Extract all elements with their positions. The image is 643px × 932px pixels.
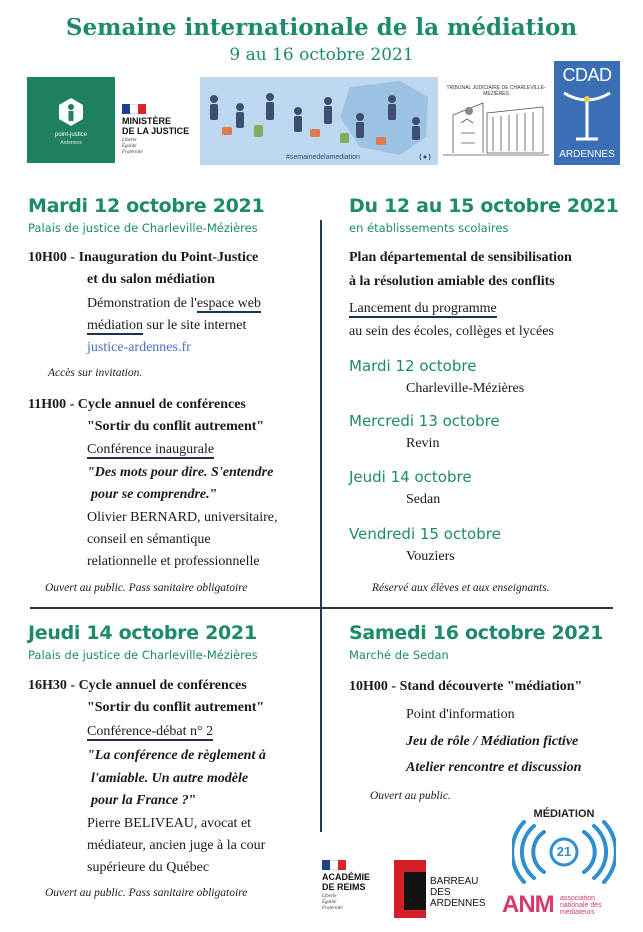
event-desc: médiation sur le site internet — [87, 318, 247, 333]
tribunal-logo — [443, 85, 549, 163]
stop-day: Mardi 12 octobre — [349, 357, 477, 375]
page-dates: 9 au 16 octobre 2021 — [229, 45, 414, 65]
ministere-motto: Liberté Égalité Fraternité — [122, 138, 143, 155]
stop-city: Revin — [406, 436, 440, 451]
event-desc: Démonstration de l'espace web — [87, 296, 261, 311]
day-heading: Jeudi 14 octobre 2021 — [28, 622, 257, 644]
conference-quote: pour se comprendre." — [91, 487, 218, 502]
event-time: 10H00 - — [349, 679, 400, 694]
event-title: Cycle annuel de conférences — [78, 678, 247, 693]
event-time: 11H00 - — [28, 397, 78, 412]
programme-desc: au sein des écoles, collèges et lycées — [349, 324, 554, 339]
cdad-name: CDAD — [562, 65, 612, 85]
event-place: Marché de Sedan — [349, 648, 449, 662]
event-title: Inauguration du Point-Justice — [78, 250, 259, 265]
marianne-flag-icon — [122, 104, 146, 114]
event-line — [28, 675, 247, 697]
stop-city: Vouziers — [406, 549, 455, 564]
programme-title: Plan départemental de sensibilisation — [349, 250, 572, 265]
speaker-line: Olivier BERNARD, universitaire, — [87, 510, 278, 525]
espace-web-link[interactable]: espace web — [196, 296, 261, 311]
cdad-logo — [554, 61, 620, 165]
academie-motto: Liberté Égalité Fraternité — [322, 894, 343, 911]
day-heading: Du 12 au 15 octobre 2021 — [349, 195, 619, 217]
programme-title: à la résolution amiable des conflits — [349, 274, 555, 289]
event-place: en établissements scolaires — [349, 221, 509, 235]
event-title: Stand découverte "médiation" — [399, 679, 583, 694]
point-justice-logo — [27, 77, 115, 163]
cdad-region: ARDENNES — [559, 149, 615, 160]
speaker-line: supérieure du Québec — [87, 860, 210, 875]
barreau-logo — [394, 860, 498, 918]
event-place: Palais de justice de Charleville-Mézières — [28, 648, 258, 662]
ministere-line1: MINISTÈRE — [122, 116, 172, 126]
mediation21-number: 21 — [556, 844, 572, 859]
public-note: Ouvert au public. Pass sanitaire obligatoire — [45, 582, 248, 594]
stand-item: Atelier rencontre et discussion — [406, 760, 582, 775]
page-title: Semaine internationale de la médiation — [65, 14, 578, 41]
semaine-mediation-banner — [200, 77, 438, 165]
academie-logo — [322, 860, 388, 922]
conference-quote: l'amiable. Un autre modèle — [91, 771, 249, 786]
event-subtitle: "Sortir du conflit autrement" — [87, 700, 265, 715]
programme-launch: Lancement du programme — [349, 301, 497, 316]
barreau-name: BARREAU DES ARDENNES — [430, 876, 486, 909]
semaine-hashtag: #semainedelamediation — [286, 154, 360, 161]
stand-item: Point d'information — [406, 707, 515, 722]
stop-day: Jeudi 14 octobre — [349, 468, 472, 486]
conference-kind: Conférence inaugurale — [87, 442, 215, 457]
academie-line2: DE REIMS — [322, 882, 366, 892]
event-title-cont: et du salon médiation — [87, 272, 215, 287]
academie-line1: ACADÉMIE — [322, 872, 371, 882]
tribunal-caption: TRIBUNAL JUDICIAIRE DE CHARLEVILLE-MÉZIÈRES — [446, 85, 546, 97]
stop-day: Mercredi 13 octobre — [349, 412, 500, 430]
barreau-black-block — [404, 872, 426, 910]
event-line — [28, 394, 246, 416]
event-place: Palais de justice de Charleville-Mézières — [28, 221, 258, 235]
speaker-line: médiateur, ancien juge à la cour — [87, 838, 266, 853]
event-title: Cycle annuel de conférences — [77, 397, 246, 412]
ministere-line2: DE LA JUSTICE — [122, 126, 190, 136]
speaker-line: conseil en sémantique — [87, 532, 211, 547]
event-line — [28, 247, 258, 269]
access-note: Accès sur invitation. — [48, 367, 143, 379]
tribunal-building-illustration — [443, 93, 549, 163]
anm-logo — [502, 891, 632, 921]
vertical-divider — [320, 220, 322, 832]
point-justice-icon — [57, 97, 85, 127]
speaker-line: relationnelle et professionnelle — [87, 554, 260, 569]
reserved-note: Réservé aux élèves et aux enseignants. — [372, 582, 550, 594]
mediation-people-illustration — [200, 77, 438, 165]
conference-quote: "Des mots pour dire. S'entendre — [87, 465, 274, 480]
justice-ardennes-link[interactable]: justice-ardennes.fr — [87, 340, 191, 355]
stop-city: Charleville-Mézières — [406, 381, 525, 396]
speaker-line: Pierre BELIVEAU, avocat et — [87, 816, 252, 831]
conference-quote: "La conférence de règlement à — [87, 748, 266, 763]
point-justice-name: point-justice — [54, 132, 87, 138]
horizontal-divider — [30, 607, 613, 609]
marianne-flag-icon — [322, 860, 346, 870]
event-line — [349, 676, 582, 698]
point-justice-sub: Ardennes — [60, 140, 82, 146]
mediation21-label: MÉDIATION — [533, 808, 595, 820]
broadcast-icon — [418, 151, 432, 161]
public-note: Ouvert au public. — [370, 790, 451, 802]
day-heading: Mardi 12 octobre 2021 — [28, 195, 265, 217]
mediation-link[interactable]: médiation — [87, 318, 143, 333]
event-time: 10H00 - — [28, 250, 79, 265]
ministere-logo — [122, 104, 194, 164]
public-note: Ouvert au public. Pass sanitaire obligatoire — [45, 887, 248, 899]
conference-quote: pour la France ?" — [91, 793, 197, 808]
anm-acronym: ANM — [502, 891, 554, 918]
event-time: 16H30 - — [28, 678, 79, 693]
cdad-scales-icon — [554, 89, 620, 145]
event-subtitle: "Sortir du conflit autrement" — [87, 419, 265, 434]
mediation21-logo — [512, 808, 616, 886]
stand-item: Jeu de rôle / Médiation fictive — [406, 734, 579, 749]
anm-fullname: association nationale des médiateurs — [560, 895, 602, 916]
day-heading: Samedi 16 octobre 2021 — [349, 622, 604, 644]
conference-kind: Conférence-débat n° 2 — [87, 724, 214, 739]
stop-city: Sedan — [406, 492, 441, 507]
stop-day: Vendredi 15 octobre — [349, 525, 501, 543]
